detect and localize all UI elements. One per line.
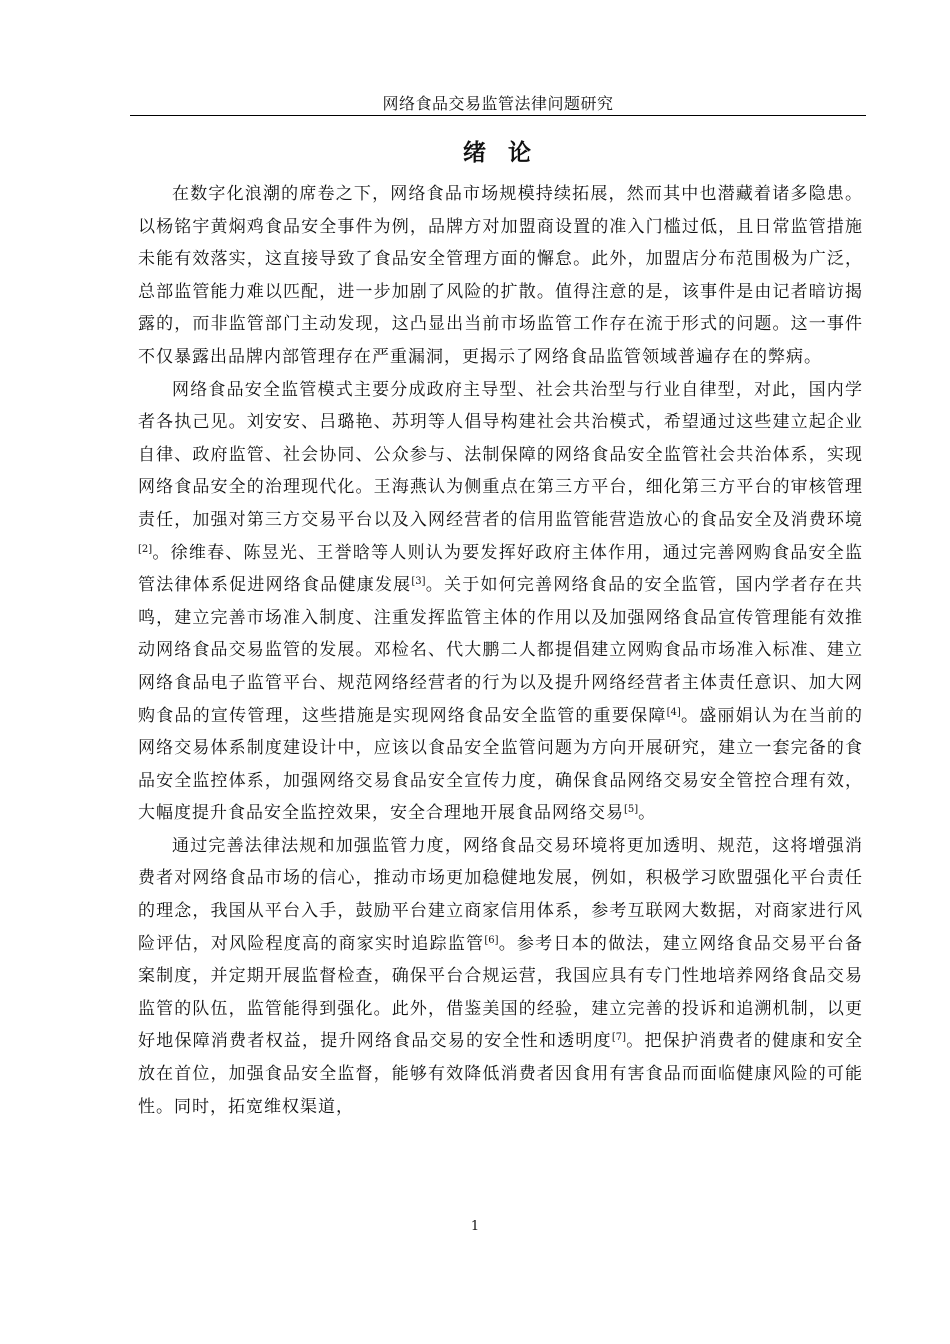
paragraph-3-text-3: 。把保护消费者的健康和安全放在首位，加强食品安全监督，能够有效降低消费者因食用有害食品而面临健康风险的可能性。同时，拓宽维权渠道， [138,1031,864,1117]
section-heading-part2: 论 [508,139,533,166]
citation-5: [5] [624,804,639,816]
section-heading [130,138,866,168]
paragraph-2-text-2: 。徐维春、陈昱光、王誉晗等人则认为要发挥好政府主体作用，通过完善网购食品安全监管法律体系促进网络食品健康发展 [138,542,863,596]
body-text [138,178,863,1123]
citation-3: [3] [411,576,426,588]
running-header: 网络食品交易监管法律问题研究 [382,94,614,113]
header-rule [130,115,866,116]
citation-4: [4] [666,706,681,718]
paragraph-2-text-4: 。盛丽娟认为在当前的网络交易体系制度建设计中，应该以食品安全监管问题为方向开展研究，建立一套完备的食品安全监控体系，加强网络交易食品安全宣传力度，确保食品网络交易安全管控合理有效，大幅度提升食品安全监控效果，安全合理地开展食品网络交易 [138,705,864,824]
paragraph-2-text-3: 。关于如何完善网络食品的安全监管，国内学者存在共鸣，建立完善市场准入制度、注重发挥监管主体的作用以及加强网络食品宣传管理能有效推动网络食品交易监管的发展。邓检名、代大鹏二人都提倡建立网购食品市场准入标准、建立网络食品电子监管平台、规范网络经营者的行为以及提升网络经营者主体责任意识、加大网购食品的宣传管理，这些措施是实现网络食品安全监管的重要保障 [138,575,864,726]
citation-7: [7] [611,1032,627,1044]
paragraph-2 [138,374,863,830]
citation-2: [2] [138,543,153,555]
page-number: 1 [470,1219,480,1234]
paragraph-2-text-5: 。 [638,803,657,824]
paragraph-2-text-1: 网络食品安全监管模式主要分成政府主导型、社会共治型与行业自律型，对此，国内学者各执己见。刘安安、吕璐艳、苏玥等人倡导构建社会共治模式，希望通过这些建立起企业自律、政府监管、社会协同、公众参与、法制保障的网络食品安全监管社会共治体系，实现网络食品安全的治理现代化。王海燕认为侧重点在第三方平台，细化第三方平台的审核管理责任，加强对第三方交易平台以及入网经营者的信用监管能营造放心的食品安全及消费环境 [138,379,863,530]
citation-6: [6] [484,934,499,946]
paragraph-3-text-1: 通过完善法律法规和加强监管力度，网络食品交易环境将更加透明、规范，这将增强消费者对网络食品市场的信心，推动市场更加稳健地发展，例如，积极学习欧盟强化平台责任的理念，我国从平台入手，鼓励平台建立商家信用体系，参考互联网大数据，对商家进行风险评估，对风险程度高的商家实时追踪监管 [138,835,863,954]
section-heading-part1: 绪 [463,139,488,166]
paragraph-1: 在数字化浪潮的席卷之下，网络食品市场规模持续拓展，然而其中也潜藏着诸多隐患。以杨铭宇黄焖鸡食品安全事件为例，品牌方对加盟商设置的准入门槛过低，且日常监管措施未能有效落实，这直接导致了食品安全管理方面的懈怠。此外，加盟店分布范围极为广泛，总部监管能力难以匹配，进一步加剧了风险的扩散。值得注意的是，该事件是由记者暗访揭露的，而非监管部门主动发现，这凸显出当前市场监管工作存在流于形式的问题。这一事件不仅暴露出品牌内部管理存在严重漏洞，更揭示了网络食品监管领域普遍存在的弊病。 [138,184,863,367]
paragraph-3 [138,830,863,1123]
paragraph-3-text-2: 。参考日本的做法，建立网络食品交易平台备案制度，并定期开展监督检查，确保平台合规运营，我国应具有专门性地培养网络食品交易监管的队伍，监管能得到强化。此外，借鉴美国的经验，建立完善的投诉和追溯机制，以更好地保障消费者权益，提升网络食品交易的安全性和透明度 [138,933,864,1052]
